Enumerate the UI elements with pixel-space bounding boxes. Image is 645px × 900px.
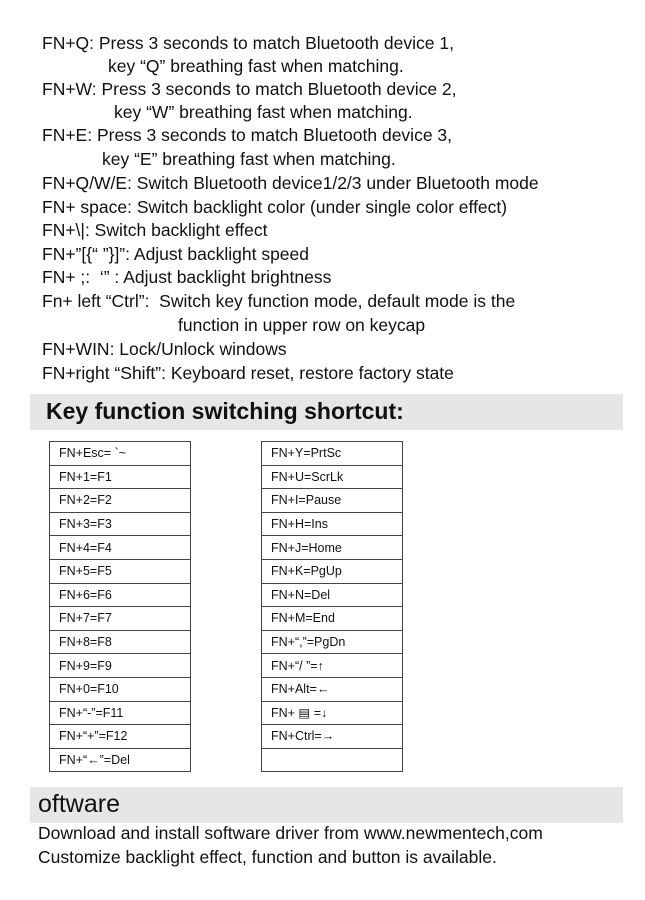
table-row — [50, 725, 191, 749]
table-row — [262, 677, 403, 701]
table-cell: FN+U=ScrLk — [262, 465, 403, 489]
table-row — [50, 630, 191, 654]
table-cell: FN+9=F9 — [50, 654, 191, 678]
table-row — [262, 465, 403, 489]
table-row — [262, 748, 403, 772]
instruction-line: FN+\|: Switch backlight effect — [42, 220, 268, 240]
table-row — [50, 701, 191, 725]
table-cell: FN+“,”=PgDn — [262, 630, 403, 654]
table-row — [50, 536, 191, 560]
instruction-line: FN+ space: Switch backlight color (under single color effect) — [42, 197, 508, 217]
software-header-band — [30, 787, 623, 823]
table-row — [50, 748, 191, 772]
table-cell: FN+2=F2 — [50, 489, 191, 513]
table-cell: FN+7=F7 — [50, 607, 191, 631]
table-row — [50, 512, 191, 536]
table-cell: FN+8=F8 — [50, 630, 191, 654]
table-row — [262, 654, 403, 678]
instruction-line: FN+”[{“ ”}]”: Adjust backlight speed — [42, 244, 310, 264]
software-title: oftware — [38, 790, 120, 818]
table-cell: FN+Y=PrtSc — [262, 442, 403, 466]
table-cell: FN+M=End — [262, 607, 403, 631]
table-row — [50, 559, 191, 583]
table-cell: FN+N=Del — [262, 583, 403, 607]
table-cell: FN+4=F4 — [50, 536, 191, 560]
section-title: Key function switching shortcut: — [46, 398, 404, 424]
table-row — [262, 701, 403, 725]
table-cell: FN+5=F5 — [50, 559, 191, 583]
table-row — [50, 442, 191, 466]
table-cell: FN+“/ ”=↑ — [262, 654, 403, 678]
software-line: Download and install software driver from www.newmentech,com — [38, 823, 543, 843]
software-line: Customize backlight effect, function and button is available. — [38, 847, 497, 867]
table-cell: FN+“←”=Del — [50, 748, 191, 772]
shortcut-table-left — [49, 441, 191, 772]
instruction-line: Fn+ left “Ctrl”: Switch key function mode, default mode is the — [42, 291, 516, 311]
table-cell: FN+ ▤ =↓ — [262, 701, 403, 725]
instruction-line: FN+W: Press 3 seconds to match Bluetooth device 2, — [42, 79, 457, 99]
table-row — [262, 607, 403, 631]
table-row — [50, 677, 191, 701]
instruction-line: key “W” breathing fast when matching. — [114, 102, 413, 122]
table-cell — [262, 748, 403, 772]
table-cell: FN+J=Home — [262, 536, 403, 560]
table-row — [262, 536, 403, 560]
instruction-line: FN+Q/W/E: Switch Bluetooth device1/2/3 under Bluetooth mode — [42, 173, 539, 193]
table-row — [50, 607, 191, 631]
table-cell: FN+Alt=← — [262, 677, 403, 701]
table-row — [262, 512, 403, 536]
table-cell: FN+“+”=F12 — [50, 725, 191, 749]
instruction-line: FN+right “Shift”: Keyboard reset, restore factory state — [42, 363, 454, 383]
instruction-line: FN+ ;: ‘” : Adjust backlight brightness — [42, 267, 332, 287]
table-cell: FN+6=F6 — [50, 583, 191, 607]
instruction-line: function in upper row on keycap — [178, 315, 426, 335]
table-row — [50, 465, 191, 489]
table-row — [262, 489, 403, 513]
section-header-band — [30, 394, 623, 430]
instruction-line: key “E” breathing fast when matching. — [102, 149, 396, 169]
table-cell: FN+Esc= `~ — [50, 442, 191, 466]
shortcut-table-right — [261, 441, 403, 772]
table-cell: FN+“-”=F11 — [50, 701, 191, 725]
instruction-line: FN+E: Press 3 seconds to match Bluetooth device 3, — [42, 125, 453, 145]
table-cell: FN+K=PgUp — [262, 559, 403, 583]
instruction-line: FN+WIN: Lock/Unlock windows — [42, 339, 287, 359]
table-cell: FN+3=F3 — [50, 512, 191, 536]
table-row — [262, 583, 403, 607]
table-row — [262, 630, 403, 654]
table-row — [262, 442, 403, 466]
table-row — [262, 559, 403, 583]
table-row — [262, 725, 403, 749]
table-cell: FN+I=Pause — [262, 489, 403, 513]
table-cell: FN+0=F10 — [50, 677, 191, 701]
instruction-line: FN+Q: Press 3 seconds to match Bluetooth device 1, — [42, 33, 454, 53]
table-cell: FN+H=Ins — [262, 512, 403, 536]
instruction-line: key “Q” breathing fast when matching. — [108, 56, 404, 76]
table-cell: FN+Ctrl=→ — [262, 725, 403, 749]
table-row — [50, 583, 191, 607]
table-cell: FN+1=F1 — [50, 465, 191, 489]
table-row — [50, 654, 191, 678]
table-row — [50, 489, 191, 513]
